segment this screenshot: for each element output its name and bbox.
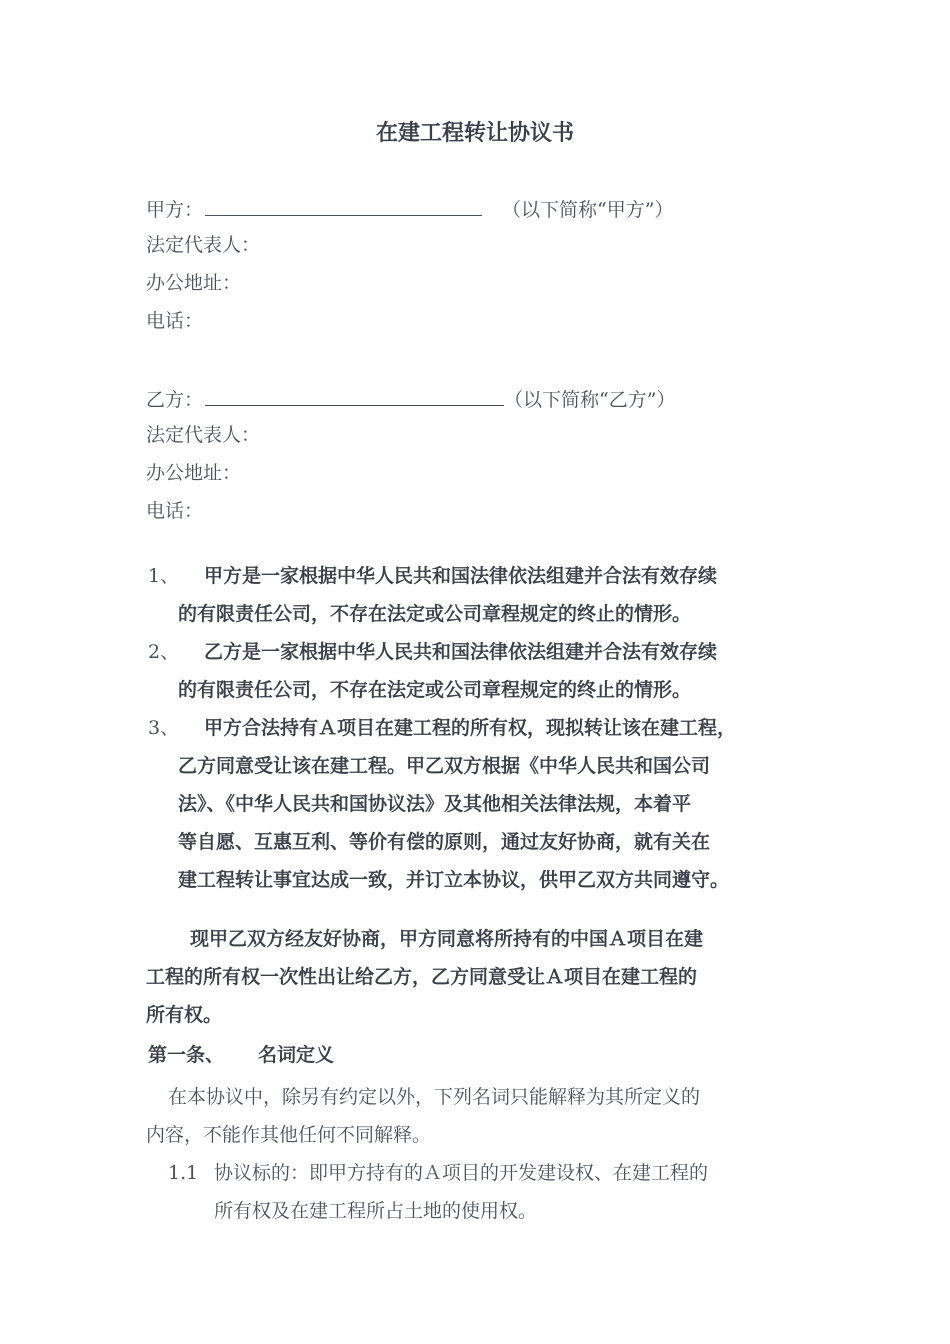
preamble-line-2: 工程的所有权一次性出让给乙方，乙方同意受让Ａ项目在建工程的	[146, 966, 698, 988]
recital-3-line-2: 乙方同意受让该在建工程。甲乙双方根据《中华人民共和国公司	[178, 755, 711, 777]
item-1-1-line-1: 协议标的：即甲方持有的Ａ项目的开发建设权、在建工程的	[214, 1162, 709, 1184]
party-b-blank[interactable]	[205, 383, 504, 406]
item-1-1-line-2: 所有权及在建工程所占土地的使用权。	[214, 1200, 538, 1222]
party-a-blank[interactable]	[205, 193, 482, 216]
party-a-line	[146, 193, 673, 224]
party-a-rep: 法定代表人：	[146, 234, 261, 256]
preamble-line-1: 现甲乙双方经友好协商，甲方同意将所持有的中国Ａ项目在建	[190, 928, 704, 950]
recital-2-number: 2、	[148, 641, 180, 663]
article-1-intro-line-2: 内容，不能作其他任何不同解释。	[146, 1124, 432, 1146]
recital-1-number: 1、	[148, 565, 180, 587]
party-b-suffix: （以下简称“乙方”）	[504, 389, 676, 411]
party-b-rep: 法定代表人：	[146, 424, 261, 446]
recital-3-line-4: 等自愿、互惠互利、等价有偿的原则，通过友好协商，就有关在	[178, 831, 711, 853]
party-a-tel: 电话：	[146, 310, 204, 332]
recital-3-line-3: 法》、《中华人民共和国协议法》及其他相关法律法规，本着平	[178, 793, 692, 815]
recital-2-line-2: 的有限责任公司，不存在法定或公司章程规定的终止的情形。	[178, 679, 692, 701]
party-a-suffix: （以下简称“甲方”）	[502, 199, 674, 221]
article-1-title: 名词定义	[258, 1044, 335, 1066]
recital-3-line-5: 建工程转让事宜达成一致，并订立本协议，供甲乙双方共同遵守。	[178, 869, 730, 891]
party-b-label: 乙方：	[146, 389, 204, 411]
party-a-addr: 办公地址：	[146, 272, 242, 294]
recital-1-line-1: 甲方是一家根据中华人民共和国法律依法组建并合法有效存续	[204, 565, 718, 587]
preamble-line-3: 所有权。	[146, 1004, 223, 1026]
article-1-number: 第一条、	[148, 1044, 225, 1066]
recital-1-line-2: 的有限责任公司，不存在法定或公司章程规定的终止的情形。	[178, 603, 692, 625]
recital-3-line-1: 甲方合法持有Ａ项目在建工程的所有权，现拟转让该在建工程，	[204, 717, 737, 739]
recital-3-number: 3、	[148, 717, 180, 739]
party-b-addr: 办公地址：	[146, 462, 242, 484]
party-b-tel: 电话：	[146, 500, 204, 522]
recital-2-line-1: 乙方是一家根据中华人民共和国法律依法组建并合法有效存续	[204, 641, 718, 663]
party-a-label: 甲方：	[146, 199, 204, 221]
item-1-1-number: 1.1	[168, 1162, 199, 1184]
document-title: 在建工程转让协议书	[375, 121, 574, 146]
article-1-intro-line-1: 在本协议中，除另有约定以外，下列名词只能解释为其所定义的	[168, 1086, 701, 1108]
article-1-heading	[148, 1041, 334, 1069]
party-b-line	[146, 383, 675, 414]
